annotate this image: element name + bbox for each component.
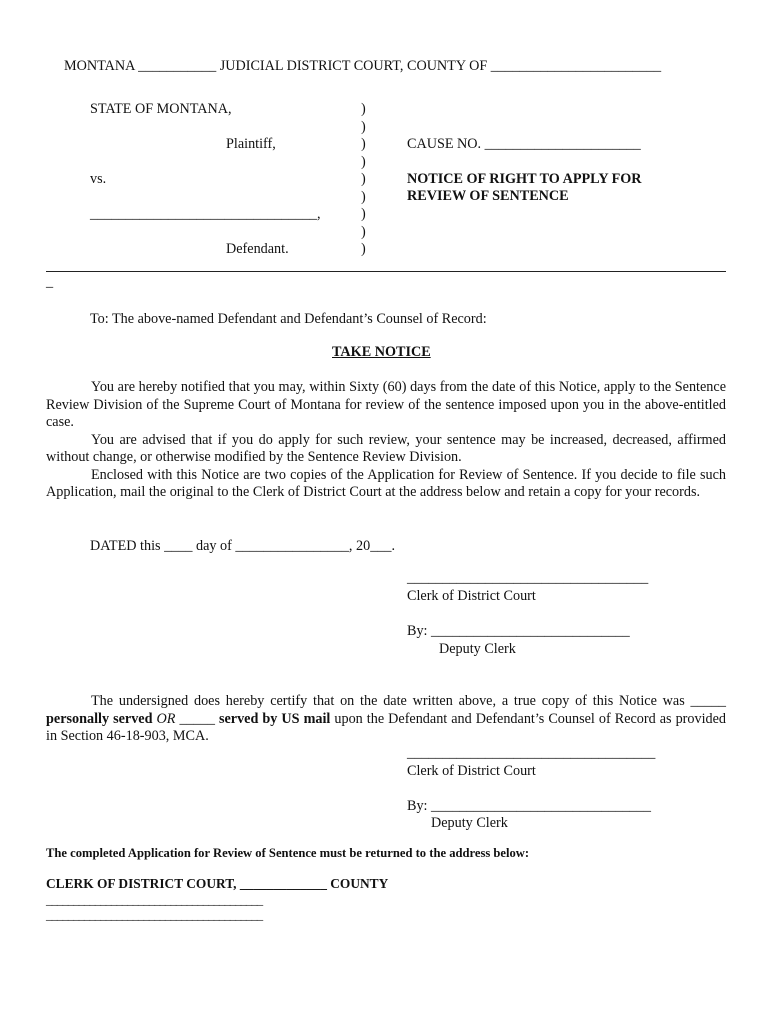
clerk-title: Clerk of District Court xyxy=(407,588,536,604)
paragraph-review-right xyxy=(46,379,726,432)
personally-served-label: personally served xyxy=(46,710,153,727)
or-label: OR xyxy=(156,710,176,727)
paragraph-enclosed xyxy=(46,467,726,502)
paragraph-text: You are advised that if you do apply for such review, your sentence may be increased, decreased, affirmed without change, or otherwise modified by the Sentence Review Division. xyxy=(46,431,726,465)
us-mail-label: served by US mail xyxy=(218,710,331,727)
district-number-blank: ___________ xyxy=(138,58,217,74)
dated-line: DATED this ____ day of ________________, 20___. xyxy=(90,538,396,554)
caption-divider xyxy=(46,271,726,272)
certificate-statute: Record as provided in Section 46-18-903, MCA. xyxy=(46,710,727,744)
paren: ) xyxy=(361,153,366,170)
paren: ) xyxy=(361,223,366,240)
document-title-line1: NOTICE OF RIGHT TO APPLY FOR xyxy=(407,171,642,187)
clerk-address-line3: ________________________________________ xyxy=(46,907,263,922)
deputy-signature-line: By: ____________________________ xyxy=(407,623,630,639)
clerk-title-2: Clerk of District Court xyxy=(407,763,536,779)
paren: ) xyxy=(361,118,366,135)
paren: ) xyxy=(361,188,366,205)
certificate-intro: The undersigned does hereby certify that on the date written above, a true copy of this Notice was xyxy=(91,693,685,709)
caption-parentheses xyxy=(361,101,366,259)
paren: ) xyxy=(361,206,366,222)
versus-label: vs. xyxy=(90,171,107,187)
body-paragraphs xyxy=(46,379,726,502)
defendant-name-blank: ________________________________, xyxy=(90,206,321,222)
mail-service-blank: _____ xyxy=(179,710,215,727)
county-blank: ________________________ xyxy=(490,58,662,74)
clerk-signature-line-2: ___________________________________ xyxy=(407,745,656,761)
state-label: MONTANA xyxy=(64,58,135,74)
addressee-line: To: The above-named Defendant and Defendant’s Counsel of Record: xyxy=(90,311,487,327)
clerk-address-line1: CLERK OF DISTRICT COURT, _____________ COUNTY xyxy=(46,876,389,891)
deputy-title-2: Deputy Clerk xyxy=(431,815,508,831)
defendant-role: Defendant. xyxy=(226,241,289,257)
paren: ) xyxy=(361,101,366,117)
plaintiff-role: Plaintiff, xyxy=(226,136,276,152)
personal-service-blank: _____ xyxy=(690,693,726,709)
certificate-rest: upon the Defendant and Defendant’s Counsel of xyxy=(334,710,611,727)
return-instruction: The completed Application for Review of Sentence must be returned to the address below: xyxy=(46,846,530,860)
divider-tail: _ xyxy=(46,274,54,290)
court-heading xyxy=(64,58,661,75)
plaintiff-name: STATE OF MONTANA, xyxy=(90,101,232,117)
cause-number-field: CAUSE NO. ______________________ xyxy=(407,136,641,152)
paragraph-text: Enclosed with this Notice are two copies of the Application for Review of Sentence. If you decide to file such Application, mail the original to the Clerk of District Court at the address below and retain a copy for your records. xyxy=(46,466,726,500)
clerk-address-line2: ________________________________________ xyxy=(46,892,263,907)
certificate-of-service xyxy=(46,693,726,746)
paren: ) xyxy=(361,171,366,187)
deputy-title: Deputy Clerk xyxy=(439,641,516,657)
take-notice-heading: TAKE NOTICE xyxy=(332,344,431,360)
paragraph-text: You are hereby notified that you may, within Sixty (60) days from the date of this Notice, apply to the Sentence Review Division of the Supreme Court of Montana for review of the sentence imposed upon you in the above-entitled case. xyxy=(46,379,726,430)
paren: ) xyxy=(361,241,366,257)
document-title-line2: REVIEW OF SENTENCE xyxy=(407,188,569,204)
deputy-signature-line-2: By: _______________________________ xyxy=(407,798,651,814)
court-label: JUDICIAL DISTRICT COURT, COUNTY OF xyxy=(219,58,488,74)
paragraph-advice xyxy=(46,432,726,467)
paren: ) xyxy=(361,136,366,152)
clerk-signature-line: __________________________________ xyxy=(407,570,649,586)
